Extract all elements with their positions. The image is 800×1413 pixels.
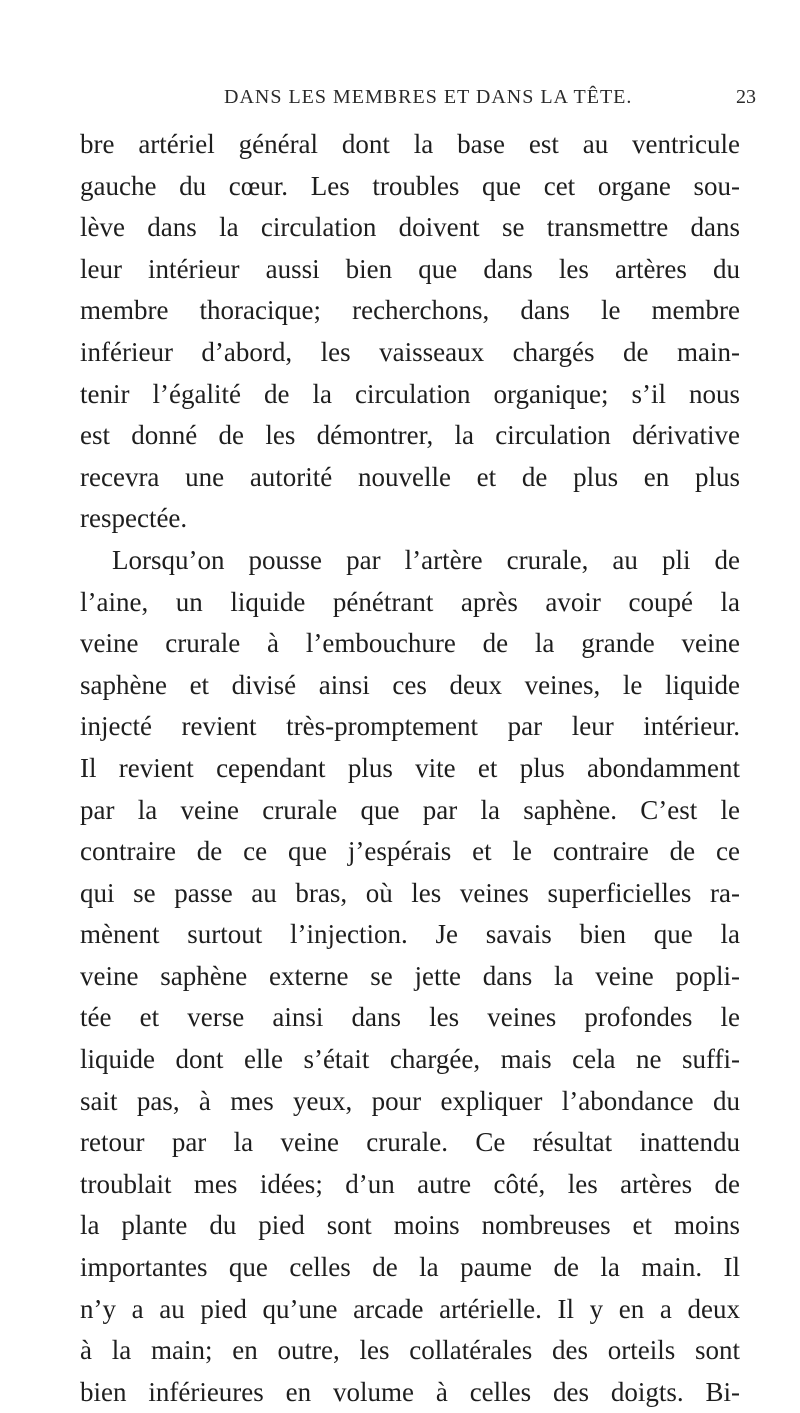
text-line: respectée. <box>80 503 188 534</box>
text-line: par la veine crurale que par la saphène. C’est le <box>80 794 740 825</box>
text-line: Il revient cependant plus vite et plus abondamment <box>80 752 740 783</box>
page-number: 23 <box>736 86 756 108</box>
text-line: bien inférieures en volume à celles des doigts. Bi- <box>80 1376 740 1407</box>
text-line: membre thoracique; recherchons, dans le membre <box>80 295 740 326</box>
text-line: l’aine, un liquide pénétrant après avoir coupé la <box>80 586 740 617</box>
text-line: sait pas, à mes yeux, pour expliquer l’abondance du <box>80 1085 740 1116</box>
text-line: mènent surtout l’injection. Je savais bien que la <box>80 919 740 950</box>
text-line: leur intérieur aussi bien que dans les artères du <box>80 253 740 284</box>
text-line: Lorsqu’on pousse par l’artère crurale, au pli de <box>112 544 740 575</box>
text-line: retour par la veine crurale. Ce résultat inattendu <box>80 1127 740 1158</box>
text-line: importantes que celles de la paume de la main. Il <box>80 1252 740 1283</box>
text-line: est donné de les démontrer, la circulation dérivative <box>80 420 740 451</box>
text-line: injecté revient très-promptement par leur intérieur. <box>80 711 740 742</box>
text-line: saphène et divisé ainsi ces deux veines, le liquide <box>80 669 740 700</box>
text-line: veine crurale à l’embouchure de la grande veine <box>80 628 740 659</box>
text-line: tenir l’égalité de la circulation organique; s’il nous <box>80 378 740 409</box>
text-line: la plante du pied sont moins nombreuses et moins <box>80 1210 740 1241</box>
text-line: contraire de ce que j’espérais et le contraire de ce <box>80 836 740 867</box>
running-head <box>0 86 800 114</box>
text-line: gauche du cœur. Les troubles que cet organe sou- <box>80 170 740 201</box>
text-line: recevra une autorité nouvelle et de plus en plus <box>80 461 740 492</box>
text-line: liquide dont elle s’était chargée, mais cela ne suffi- <box>80 1044 740 1075</box>
text-line: tée et verse ainsi dans les veines profondes le <box>80 1002 740 1033</box>
text-line: inférieur d’abord, les vaisseaux chargés de main- <box>80 336 740 367</box>
running-head-title: DANS LES MEMBRES ET DANS LA TÊTE. <box>224 86 633 108</box>
text-line: troublait mes idées; d’un autre côté, les artères de <box>80 1168 740 1199</box>
text-line: à la main; en outre, les collatérales des orteils sont <box>80 1335 740 1366</box>
text-line: n’y a au pied qu’une arcade artérielle. Il y en a deux <box>80 1293 740 1324</box>
text-line: bre artériel général dont la base est au ventricule <box>80 129 740 159</box>
text-line: lève dans la circulation doivent se transmettre dans <box>80 212 740 243</box>
text-line: qui se passe au bras, où les veines superficielles ra- <box>80 877 740 908</box>
text-line: veine saphène externe se jette dans la veine popli- <box>80 960 740 991</box>
body-text <box>80 124 740 1413</box>
